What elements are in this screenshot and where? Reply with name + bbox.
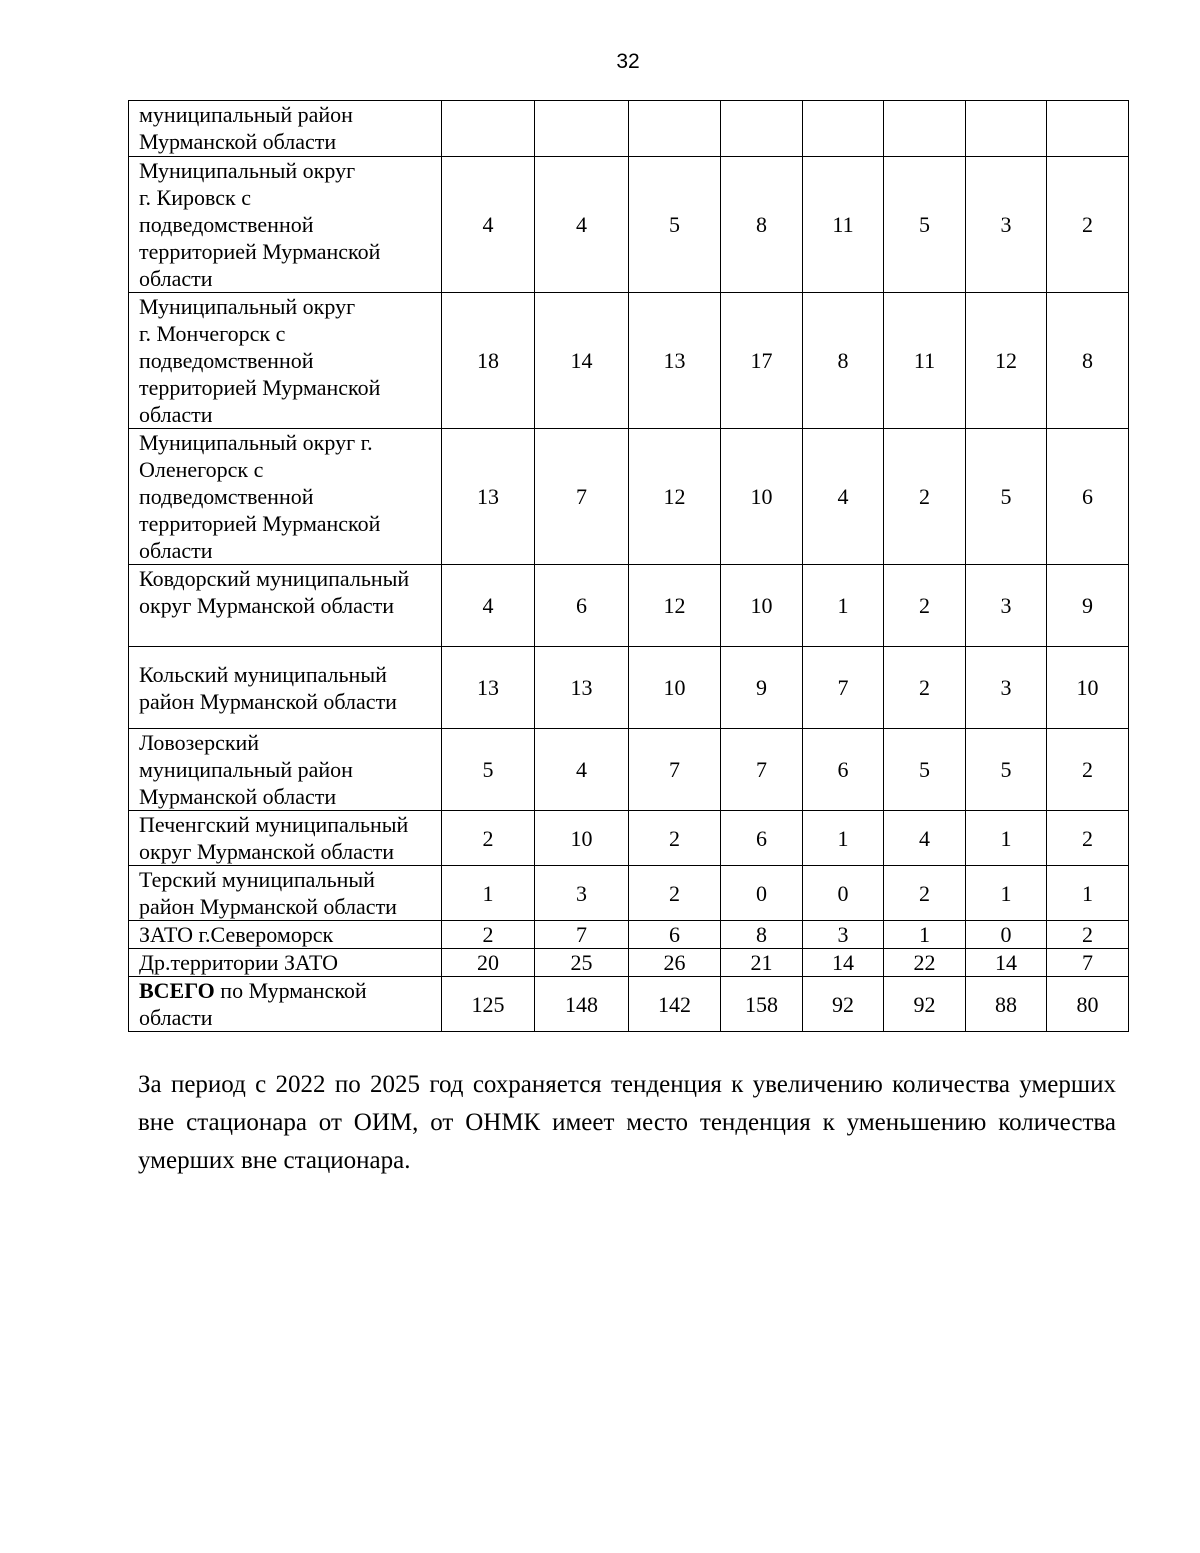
value-cell: 5: [966, 429, 1047, 565]
territory-name: Кольский муниципальный район Мурманской области: [139, 661, 397, 714]
territory-name-cell: [129, 811, 442, 866]
value-cell: 11: [803, 157, 884, 293]
table-row: [129, 293, 1129, 429]
value-cell: [803, 101, 884, 157]
value-cell: 17: [721, 293, 803, 429]
value-cell: 3: [803, 921, 884, 949]
table-row: [129, 101, 1129, 157]
value-cell: 22: [884, 949, 966, 977]
value-cell: 10: [1047, 647, 1129, 729]
table-row: [129, 647, 1129, 729]
value-cell: 1: [884, 921, 966, 949]
value-cell: [966, 101, 1047, 157]
table-row: [129, 921, 1129, 949]
territory-name: муниципальный район Мурманской области: [139, 102, 353, 154]
value-cell: 12: [629, 565, 721, 647]
territory-name-cell: [129, 921, 442, 949]
value-cell: 92: [884, 977, 966, 1032]
table-row: [129, 949, 1129, 977]
value-cell: 4: [442, 157, 535, 293]
value-cell: 2: [884, 647, 966, 729]
territory-name-cell: [129, 429, 442, 565]
value-cell: 5: [966, 729, 1047, 811]
value-cell: 20: [442, 949, 535, 977]
value-cell: 5: [884, 729, 966, 811]
value-cell: [1047, 101, 1129, 157]
value-cell: [884, 101, 966, 157]
value-cell: 10: [721, 565, 803, 647]
value-cell: [442, 101, 535, 157]
value-cell: 5: [442, 729, 535, 811]
table-row: [129, 429, 1129, 565]
value-cell: 10: [629, 647, 721, 729]
value-cell: 2: [1047, 729, 1129, 811]
territory-name: Муниципальный округ г. Кировск с подведомственной территорией Мурманской области: [139, 158, 381, 291]
value-cell: 92: [803, 977, 884, 1032]
value-cell: 4: [803, 429, 884, 565]
territory-name-cell: [129, 977, 442, 1032]
value-cell: 13: [629, 293, 721, 429]
page-number: 32: [616, 50, 640, 73]
value-cell: 2: [1047, 921, 1129, 949]
value-cell: 125: [442, 977, 535, 1032]
value-cell: 2: [884, 565, 966, 647]
value-cell: 2: [1047, 811, 1129, 866]
value-cell: 13: [535, 647, 629, 729]
value-cell: 14: [803, 949, 884, 977]
value-cell: 2: [884, 429, 966, 565]
value-cell: 26: [629, 949, 721, 977]
summary-paragraph: За период с 2022 по 2025 год сохраняется тенденция к увеличению количества умерших вне стационара от ОИМ, от ОНМК имеет место тенденция к уменьшению количества умерших вне стационара.: [138, 1071, 1116, 1174]
value-cell: 8: [1047, 293, 1129, 429]
value-cell: 2: [1047, 157, 1129, 293]
value-cell: 3: [966, 565, 1047, 647]
territory-name-cell: [129, 647, 442, 729]
value-cell: 2: [629, 811, 721, 866]
value-cell: 1: [803, 565, 884, 647]
value-cell: 4: [884, 811, 966, 866]
territory-name: Муниципальный округ г. Мончегорск с подведомственной территорией Мурманской области: [139, 294, 381, 427]
table-row: [129, 811, 1129, 866]
value-cell: 4: [442, 565, 535, 647]
value-cell: 14: [535, 293, 629, 429]
value-cell: 8: [803, 293, 884, 429]
value-cell: 1: [803, 811, 884, 866]
value-cell: 0: [966, 921, 1047, 949]
territory-name-bold: ВСЕГО: [139, 978, 215, 1003]
value-cell: 25: [535, 949, 629, 977]
value-cell: 7: [1047, 949, 1129, 977]
value-cell: 6: [629, 921, 721, 949]
value-cell: 2: [629, 866, 721, 921]
value-cell: 80: [1047, 977, 1129, 1032]
value-cell: 5: [884, 157, 966, 293]
value-cell: 1: [966, 866, 1047, 921]
value-cell: 9: [1047, 565, 1129, 647]
value-cell: 12: [629, 429, 721, 565]
table-row: [129, 157, 1129, 293]
territory-name: Ковдорский муниципальный округ Мурманской области: [139, 566, 410, 618]
territory-name: ЗАТО г.Североморск: [139, 922, 334, 947]
territory-name: Др.территории ЗАТО: [139, 950, 339, 975]
territory-name-cell: [129, 565, 442, 647]
value-cell: 5: [629, 157, 721, 293]
value-cell: 2: [884, 866, 966, 921]
territory-name-cell: [129, 949, 442, 977]
value-cell: 8: [721, 157, 803, 293]
value-cell: 3: [535, 866, 629, 921]
value-cell: 7: [629, 729, 721, 811]
value-cell: 14: [966, 949, 1047, 977]
value-cell: 13: [442, 429, 535, 565]
table-row: [129, 565, 1129, 647]
territory-name-cell: [129, 157, 442, 293]
value-cell: 0: [803, 866, 884, 921]
value-cell: 1: [442, 866, 535, 921]
value-cell: 11: [884, 293, 966, 429]
value-cell: [721, 101, 803, 157]
value-cell: 3: [966, 647, 1047, 729]
territory-name: Муниципальный округ г. Оленегорск с подведомственной территорией Мурманской области: [139, 430, 381, 563]
value-cell: 7: [535, 429, 629, 565]
value-cell: 13: [442, 647, 535, 729]
value-cell: [629, 101, 721, 157]
territory-name-cell: [129, 293, 442, 429]
value-cell: 6: [1047, 429, 1129, 565]
value-cell: 6: [803, 729, 884, 811]
value-cell: 21: [721, 949, 803, 977]
value-cell: 0: [721, 866, 803, 921]
value-cell: 1: [1047, 866, 1129, 921]
territory-name: Ловозерский муниципальный район Мурманской области: [139, 730, 353, 809]
value-cell: 7: [803, 647, 884, 729]
value-cell: 7: [721, 729, 803, 811]
territory-name-cell: [129, 729, 442, 811]
value-cell: 12: [966, 293, 1047, 429]
territory-name: по Мурманской области: [139, 978, 367, 1030]
value-cell: [535, 101, 629, 157]
territory-name-cell: [129, 866, 442, 921]
value-cell: 4: [535, 729, 629, 811]
value-cell: 10: [721, 429, 803, 565]
value-cell: 6: [535, 565, 629, 647]
value-cell: 4: [535, 157, 629, 293]
value-cell: 148: [535, 977, 629, 1032]
territory-name: Печенгский муниципальный округ Мурманской области: [139, 812, 409, 864]
value-cell: 142: [629, 977, 721, 1032]
value-cell: 3: [966, 157, 1047, 293]
value-cell: 1: [966, 811, 1047, 866]
value-cell: 2: [442, 811, 535, 866]
territory-name: Терский муниципальный район Мурманской области: [139, 867, 397, 919]
value-cell: 18: [442, 293, 535, 429]
value-cell: 88: [966, 977, 1047, 1032]
table-row: [129, 729, 1129, 811]
table-row: [129, 977, 1129, 1032]
value-cell: 6: [721, 811, 803, 866]
territory-name-cell: [129, 101, 442, 157]
value-cell: 9: [721, 647, 803, 729]
value-cell: 7: [535, 921, 629, 949]
mortality-table: [128, 100, 1129, 1032]
value-cell: 2: [442, 921, 535, 949]
value-cell: 8: [721, 921, 803, 949]
value-cell: 158: [721, 977, 803, 1032]
value-cell: 10: [535, 811, 629, 866]
table-row: [129, 866, 1129, 921]
